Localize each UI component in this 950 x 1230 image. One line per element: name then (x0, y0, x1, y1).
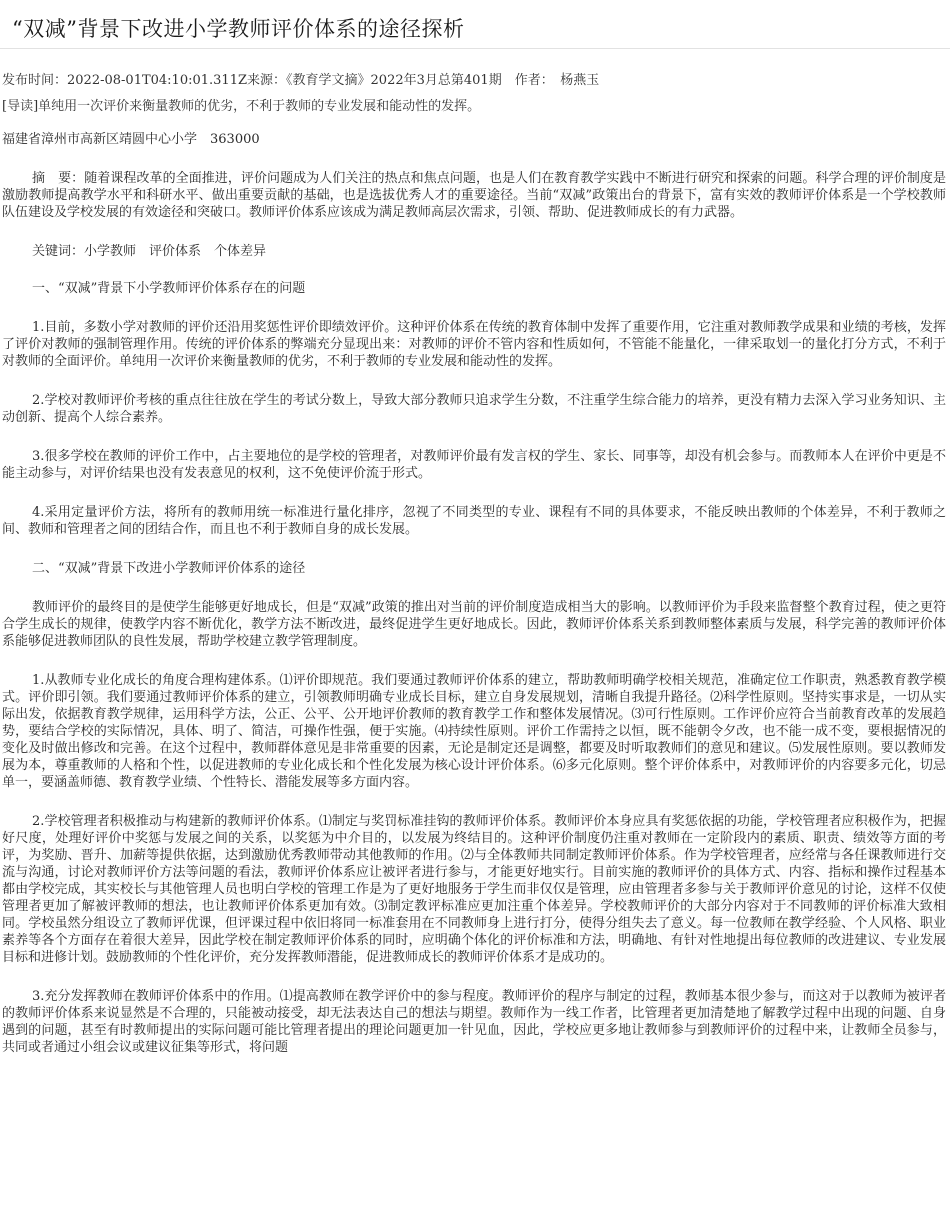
article-meta (2, 69, 599, 88)
title-bar (0, 0, 950, 49)
body-paragraph: 2.学校对教师评价考核的重点往往放在学生的考试分数上，导致大部分教师只追求学生分数，不注重学生综合能力的培养，更没有精力去深入学习业务知识、主动创新、提高个人综合素养。 (2, 393, 946, 425)
keywords: 关键词：小学教师 评价体系 个体差异 (32, 244, 267, 259)
body-paragraph: 4.采用定量评价方法，将所有的教师用统一标准进行量化排序，忽视了不同类型的专业、课程有不同的具体要求，不能反映出教师的个体差异，不利于教师之间、教师和管理者之间的团结合作，而且也不利于教师自身的成长发展。 (2, 505, 946, 537)
article-lead: [导读]单纯用一次评价来衡量教师的优劣，不利于教师的专业发展和能动性的发挥。 (2, 99, 481, 114)
body-paragraph: 1.目前，多数小学对教师的评价还沿用奖惩性评价即绩效评价。这种评价体系在传统的教育体制中发挥了重要作用，它注重对教师教学成果和业绩的考核，发挥了评价对教师的强制管理作用。传统的评价体系的弊端充分显现出来：对教师的评价不管内容和性质如何，不管能不能量化，一律采取划一的量化打分方式，不利于对教师的全面评价。单纯用一次评价来衡量教师的优劣，不利于教师的专业发展和能动性的发挥。 (2, 320, 946, 369)
author-value: 杨燕玉 (560, 73, 600, 88)
section-heading-1: 一、“双减”背景下小学教师评价体系存在的问题 (32, 281, 306, 296)
body-paragraph: 3.充分发挥教师在教师评价体系中的作用。⑴提高教师在教学评价中的参与程度。教师评价的程序与制定的过程，教师基本很少参与，而这对于以教师为被评者的教师评价体系来说显然是不合理的，只能被动接受，却无法表达自己的想法与期望。教师作为一线工作者，比管理者更加清楚地了解教学过程中出现的问题、自身遇到的问题，甚至有时教师提出的实际问题可能比管理者提出的理论问题更加一针见血，因此，学校应更多地让教师参与到教师评价的过程中来，让教师全员参与，共同或者通过小组会议或建议征集等形式，将问题 (2, 989, 946, 1055)
body-paragraph: 3.很多学校在教师的评价工作中，占主要地位的是学校的管理者，对教师评价最有发言权的学生、家长、同事等，却没有机会参与。而教师本人在评价中更是不能主动参与，对评价结果也没有发表意见的权利，这不免使评价流于形式。 (2, 449, 946, 481)
source-value: 《教育学文摘》2022年3月总第401期 (286, 73, 502, 88)
affiliation: 福建省漳州市高新区靖圆中心小学 363000 (2, 132, 260, 147)
body-paragraph: 1.从教师专业化成长的角度合理构建体系。⑴评价即规范。我们要通过教师评价体系的建立，帮助教师明确学校相关规范，准确定位工作职责，熟悉教育教学模式。评价即引领。我们要通过教师评价体系的建立，引领教师明确专业成长目标，建立自身发展规划，清晰自我提升路径。⑵科学性原则。坚持实事求是，一切从实际出发，依据教育教学规律，运用科学方法，公正、公平、公开地评价教师的教育教学工作和整体发展情况。⑶可行性原则。工作评价应符合当前教育改革的发展趋势，要结合学校的实际情况，具体、明了、简洁，可操作性强，便于实施。⑷持续性原则。评价工作需持之以恒，既不能朝令夕改，也不能一成不变，要根据情况的变化及时做出修改和完善。在这个过程中，教师群体意见是非常重要的因素，无论是制定还是调整，都要及时听取教师们的意见和建议。⑸发展性原则。要以教师发展为本，尊重教师的人格和个性，以促进教师的专业化成长和个性化发展为核心设计评价体系。⑹多元化原则。整个评价体系中，对教师评价的内容要多元化，切忌单一，要涵盖师德、教育教学业绩、个性特长、潜能发展等多方面内容。 (2, 673, 946, 790)
body-paragraph: 2.学校管理者积极推动与构建新的教师评价体系。⑴制定与奖罚标准挂钩的教师评价体系。教师评价本身应具有奖惩依据的功能，学校管理者应积极作为，把握好尺度，处理好评价中奖惩与发展之间的关系，以奖惩为中介目的，以发展为终结目的。这种评价制度仍注重对教师在一定阶段内的素质、职责、绩效等方面的考评，为奖励、晋升、加薪等提供依据，达到激励优秀教师带动其他教师的作用。⑵与全体教师共同制定教师评价体系。作为学校管理者，应经常与各任课教师进行交流与沟通，讨论对教师评价方法等问题的看法，教师评价体系应让被评者进行参与，才能更好地实行。目前实施的教师评价的具体方式、内容、指标和操作过程基本都由学校完成，其实校长与其他管理人员也明白学校的管理工作是为了更好地服务于学生而非仅仅是管理，应由管理者多参与关于教师评价意见的讨论，这样不仅使管理者更加了解被评教师的想法，也让教师评价体系更加有效。⑶制定教评标准应更加注重个体差异。学校教师评价的大部分内容对于不同教师的评价标准大致相同。学校虽然分组设立了教师评优课，但评课过程中依旧将同一标准套用在不同教师身上进行打分，使得分组失去了意义。每一位教师在教学经验、个人风格、职业素养等各个方面存在着很大差异，因此学校在制定教师评价体系的同时，应明确个体化的评价标准和方法，明确地、有针对性地提出每位教师的改进建议、专业发展目标和进修计划。鼓励教师的个性化评价，充分发挥教师潜能，促进教师成长的教师评价体系才是成功的。 (2, 814, 946, 965)
article-title: “双减”背景下改进小学教师评价体系的途径探析 (12, 17, 465, 41)
author-gap-2 (547, 73, 560, 88)
author-gap (502, 73, 515, 88)
abstract-paragraph: 摘 要：随着课程改革的全面推进，评价问题成为人们关注的热点和焦点问题，也是人们在教育教学实践中不断进行研究和探索的问题。科学合理的评价制度是激励教师提高教学水平和科研水平、做出重要贡献的基础，也是选拔优秀人才的重要途径。当前“双减”政策出台的背景下，富有实效的教师评价体系是一个学校教师队伍建设及学校发展的有效途径和突破口。教师评价体系应该成为满足教师高层次需求，引领、帮助、促进教师成长的有力武器。 (2, 171, 946, 220)
article-body (2, 131, 946, 1078)
body-paragraph: 教师评价的最终目的是使学生能够更好地成长，但是“双减”政策的推出对当前的评价制度造成相当大的影响。以教师评价为手段来监督整个教育过程，使之更符合学生成长的规律，使教学内容不断优化，教学方法不断改进，最终促进学生更好地成长。因此，教师评价体系关系到教师整体素质与发展，科学完善的教师评价体系能够促进教师团队的良性发展，帮助学校建立教学管理制度。 (2, 600, 946, 649)
source-label: 来源： (247, 73, 287, 88)
author-label: 作者： (514, 73, 548, 88)
section-heading-2: 二、“双减”背景下改进小学教师评价体系的途径 (32, 561, 306, 576)
published-label: 发布时间： (2, 73, 68, 88)
published-value: 2022-08-01T04:10:01.311Z (67, 73, 248, 88)
